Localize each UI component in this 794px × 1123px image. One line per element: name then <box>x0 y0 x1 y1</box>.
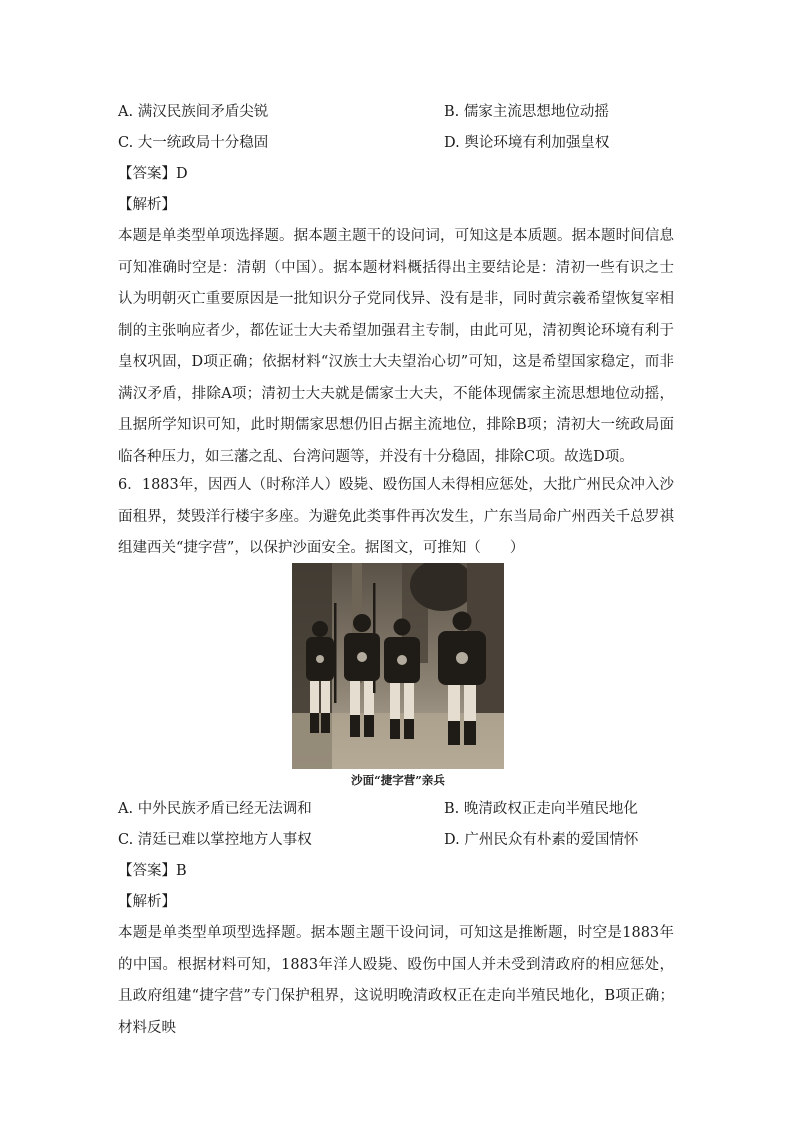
q5-analysis-text: 本题是单类型单项选择题。据本题主题干的设问词，可知这是本质题。据本题时间信息可知准确时空是：清朝（中国）。据本题材料概括得出主要结论是：清初一些有识之士认为明朝灭亡重要原因是一批知识分子党同伐异、没有是非，同时黄宗羲希望恢复宰相制的主张响应者少，都佐证士大夫希望加强君主专制，由此可见，清初舆论环境有利于皇权巩固，D项正确；依据材料“汉族士大夫望治心切”可知，这是希望国家稳定，而非满汉矛盾，排除A项；清初士大夫就是儒家士大夫，不能体现儒家主流思想地位动摇，且据所学知识可知，此时期儒家思想仍旧占据主流地位，排除B项；清初大一统政局面临各种压力，如三藩之乱、台湾问题等，并没有十分稳固，排除C项。故选D项。 <box>118 228 674 465</box>
q6-analysis-label: 【解析】 <box>118 894 176 910</box>
q6-option-c: C. 清廷已难以掌控地方人事权 <box>118 832 312 848</box>
q5-answer: 【答案】D <box>118 166 188 182</box>
q6-answer: 【答案】B <box>118 863 187 879</box>
q5-option-c: C. 大一统政局十分稳固 <box>118 135 269 151</box>
q6-option-d: D. 广州民众有朴素的爱国情怀 <box>444 832 639 848</box>
q5-option-d: D. 舆论环境有利加强皇权 <box>444 135 610 151</box>
q6-analysis-text: 本题是单类型单项型选择题。据本题主题干设问词，可知这是推断题，时空是1883年的中国。根据材料可知，1883年洋人殴毙、殴伤中国人并未受到清政府的相应惩处，且政府组建“捷字营”专门保护租界，这说明晚清政权正在走向半殖民地化，B项正确；材料反映 <box>118 925 674 1036</box>
q6-question: 6．1883年，因西人（时称洋人）殴毙、殴伤国人未得相应惩处，大批广州民众冲入沙面租界，焚毁洋行楼宇多座。为避免此类事件再次发生，广东当局命广州西关千总罗祺组建西关“捷字营”，以保护沙面安全。据图文，可推知（ ） <box>118 477 674 556</box>
q6-option-b: B. 晚清政权正走向半殖民地化 <box>444 801 638 817</box>
q5-options-row-1 <box>118 100 678 124</box>
q5-option-b: B. 儒家主流思想地位动摇 <box>444 104 609 120</box>
q5-option-a: A. 满汉民族间矛盾尖锐 <box>118 104 269 120</box>
figure-caption: 沙面“捷字营”亲兵 <box>351 773 445 787</box>
q6-options-row-1 <box>118 797 678 821</box>
soldiers-photo <box>292 563 504 769</box>
q6-options-row-2 <box>118 828 678 852</box>
q6-option-a: A. 中外民族矛盾已经无法调和 <box>118 801 312 817</box>
q5-options-row-2 <box>118 131 678 155</box>
q5-analysis-label: 【解析】 <box>118 197 176 213</box>
